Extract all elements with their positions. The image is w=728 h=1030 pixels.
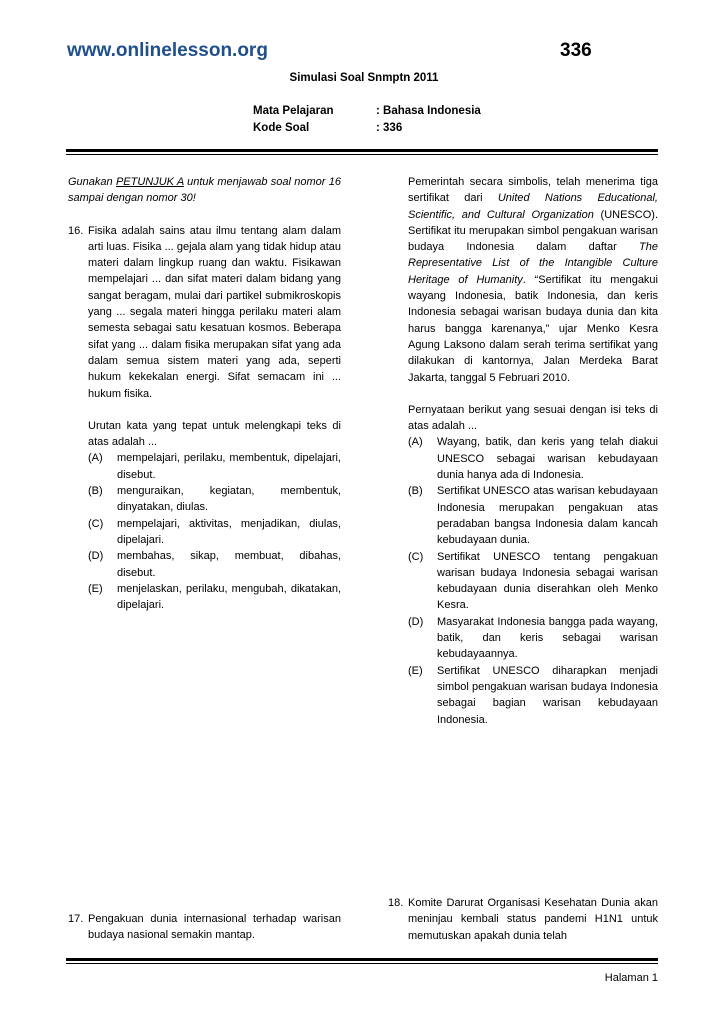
option-label: (B)	[88, 485, 103, 498]
option-17-b[interactable]	[408, 483, 658, 548]
footer-rule	[66, 958, 658, 961]
question-17	[68, 911, 341, 944]
question-17-text: Pengakuan dunia internasional terhadap warisan budaya nasional semakin mantap.	[88, 913, 341, 942]
passage-text-3: . “Sertifikat itu mengakui wayang Indonesia, batik Indonesia, dan keris Indonesia sebagai warisan budaya dunia dan kita harus bangga karenanya,” ujar Menko Kesra Agung Laksono dalam serah terima sertifikat yang dilakukan di kantornya, Jalan Merdeka Barat Jakarta, tanggal 5 Februari 2010.	[408, 273, 658, 384]
option-text: mempelajari, aktivitas, menjadikan, diulas, dipelajari.	[117, 517, 341, 546]
header-rule-thin	[66, 154, 658, 155]
left-column	[68, 174, 341, 613]
option-17-a[interactable]	[408, 434, 658, 483]
code-value: : 336	[376, 122, 403, 134]
subject-label: Mata Pelajaran	[253, 105, 334, 117]
option-text: menguraikan, kegiatan, membentuk, dinyatakan, diulas.	[117, 485, 341, 514]
question-18-number: 18.	[388, 897, 404, 909]
option-label: (D)	[88, 550, 104, 563]
option-text: Masyarakat Indonesia bangga pada wayang, batik, dan keris sebagai warisan kebudayaannya.	[437, 615, 658, 661]
question-17-number: 17.	[68, 913, 84, 925]
instruction-text-2: untuk menjawab soal nomor 16 sampai dengan nomor 30!	[68, 176, 341, 205]
passage-text-2: (UNESCO). Sertifikat itu merupakan simbol pengakuan warisan budaya Indonesia dalam daftar	[408, 208, 658, 254]
option-text: mempelajari, perilaku, membentuk, dipelajari, disebut.	[117, 452, 341, 481]
option-17-e[interactable]	[408, 663, 658, 728]
option-16-e[interactable]	[88, 581, 341, 614]
question-16-prompt: Urutan kata yang tepat untuk melengkapi teks di atas adalah ...	[88, 419, 341, 449]
option-text: membahas, sikap, membuat, dibahas, disebut.	[117, 550, 341, 579]
passage-unesco-name: United Nations Educational, Scientific, and Cultural Organization	[408, 192, 658, 221]
code-label: Kode Soal	[253, 122, 310, 134]
question-16	[68, 223, 341, 402]
header-rule	[66, 149, 658, 152]
option-16-a[interactable]	[88, 450, 341, 483]
option-label: (C)	[408, 550, 424, 563]
question-18	[388, 895, 658, 944]
exam-number: 336	[560, 40, 592, 61]
option-text: Sertifikat UNESCO atas warisan kebudayaan Indonesia merupakan pengakuan atas peradaban bangsa Indonesia dalam kancah kebudayaan dunia.	[437, 485, 658, 547]
option-label: (A)	[408, 436, 423, 449]
option-label: (C)	[88, 517, 104, 530]
option-text: Sertifikat UNESCO diharapkan menjadi simbol pengakuan warisan budaya Indonesia sebagai bagian warisan kebudayaan Indonesia.	[437, 664, 658, 726]
option-16-b[interactable]	[88, 483, 341, 516]
right-column	[388, 174, 658, 728]
question-17-block	[68, 911, 341, 944]
option-label: (D)	[408, 615, 424, 628]
option-text: Sertifikat UNESCO tentang pengakuan warisan budaya Indonesia sebagai warisan kebudayaan dunia diserahkan oleh Menko Kesra.	[437, 550, 658, 612]
question-16-number: 16.	[68, 224, 84, 237]
page-footer: Halaman 1	[604, 972, 658, 984]
passage-text-1: Pemerintah secara simbolis, telah menerima tiga sertifikat dari	[408, 176, 658, 205]
option-16-c[interactable]	[88, 516, 341, 549]
option-label: (E)	[88, 582, 103, 595]
question-18-text: Komite Darurat Organisasi Kesehatan Dunia akan meninjau kembali status pandemi H1N1 untuk memutuskan apakah dunia telah	[408, 897, 658, 942]
exam-subtitle: Simulasi Soal Snmptn 2011	[289, 72, 439, 84]
option-label: (B)	[408, 485, 423, 498]
instruction	[68, 174, 341, 207]
instruction-text-1: Gunakan	[68, 176, 116, 188]
option-17-d[interactable]	[408, 614, 658, 663]
question-17-prompt: Pernyataan berikut yang sesuai dengan isi teks di atas adalah ...	[408, 403, 658, 433]
question-17-passage	[408, 174, 658, 386]
option-text: menjelaskan, perilaku, mengubah, dikatakan, dipelajari.	[117, 582, 341, 612]
option-label: (E)	[408, 664, 423, 677]
question-16-text: Fisika adalah sains atau ilmu tentang alam dalam arti luas. Fisika ... gejala alam yang tidak hidup atau materi dalam lingkup ruang dan waktu. Fisikawan mempelajari ... dan sifat materi dalam bidang yang sangat beragam, mulai dari partikel submikroskopis yang ... segala materi hingga perilaku materi alam semesta sebagai satu kesatuan kosmos. Beberapa sifat yang ... dalam fisika merupakan sifat yang ada dalam semua sistem materi yang ada, seperti hukum kekekalan energi. Sifat semacam ini ... hukum fisika.	[88, 224, 341, 400]
subject-value: : Bahasa Indonesia	[376, 105, 481, 117]
option-text: Wayang, batik, dan keris yang telah diakui UNESCO sebagai warisan kebudayaan dunia hanya ada di Indonesia.	[437, 436, 658, 482]
instruction-petunjuk: PETUNJUK A	[115, 176, 184, 188]
option-label: (A)	[88, 452, 103, 465]
option-16-d[interactable]	[88, 548, 341, 581]
question-18-block	[388, 895, 658, 944]
passage-list-name: The Representative List of the Intangible Culture Heritage of Humanity	[408, 241, 658, 286]
site-url: www.onlinelesson.org	[67, 40, 268, 61]
option-17-c[interactable]	[408, 549, 658, 614]
footer-rule-thin	[66, 963, 658, 964]
